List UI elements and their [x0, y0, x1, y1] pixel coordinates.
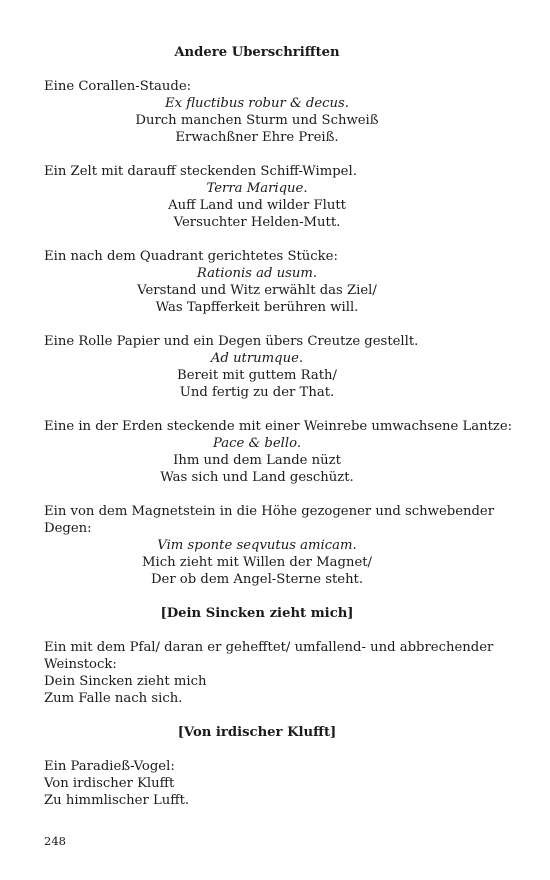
spacer	[44, 401, 470, 418]
text-line: Zu himmlischer Lufft.	[44, 793, 190, 808]
text-line: Zum Falle nach sich.	[44, 691, 183, 706]
section-heading-dein-sincken: [Dein Sincken zieht mich]	[160, 606, 354, 621]
spacer	[44, 741, 470, 758]
emblem-subject: Eine Rolle Papier und ein Degen übers Creutze gestellt.	[44, 334, 419, 349]
emblem-entry	[44, 248, 470, 316]
spacer	[44, 707, 470, 724]
page-number: 248	[44, 834, 66, 848]
emblem-motto: Ad utrumque.	[210, 351, 304, 366]
spacer	[44, 146, 470, 163]
emblem-motto: Vim sponte seqvutus amicam.	[157, 538, 357, 553]
emblem-motto: Pace & bello.	[212, 436, 302, 451]
emblem-verse-line: Erwachßner Ehre Preiß.	[175, 130, 339, 145]
emblem-entry	[44, 333, 470, 401]
emblem-subject: Eine in der Erden steckende mit einer Weinrebe umwachsene Lantze:	[44, 419, 513, 434]
text-line: Ein mit dem Pfal/ daran er gehefftet/ umfallend- und abbrechender	[44, 640, 494, 655]
emblem-verse-line: Der ob dem Angel-Sterne steht.	[150, 572, 364, 587]
text-line: Weinstock:	[44, 657, 117, 672]
emblem-verse-line: Was sich und Land geschüzt.	[160, 470, 354, 485]
section-heading-von-irdischer-klufft: [Von irdischer Klufft]	[177, 725, 337, 740]
emblem-motto: Ex fluctibus robur & decus.	[164, 96, 350, 111]
text-line: Dein Sincken zieht mich	[44, 674, 207, 689]
emblem-verse-line: Und fertig zu der That.	[179, 385, 335, 400]
emblem-verse-line: Mich zieht mit Willen der Magnet/	[141, 555, 372, 570]
spacer	[44, 231, 470, 248]
emblem-subject-line: Degen:	[44, 521, 92, 536]
spacer	[44, 588, 470, 605]
spacer	[44, 61, 470, 78]
section-entry	[44, 639, 494, 707]
text-line: Ein Paradieß-Vogel:	[44, 759, 175, 774]
emblem-verse-line: Ihm und dem Lande nüzt	[173, 453, 341, 468]
emblem-entry	[44, 78, 470, 146]
emblem-verse-line: Bereit mit guttem Rath/	[177, 368, 337, 383]
emblem-verse-line: Auff Land und wilder Flutt	[168, 198, 346, 213]
emblem-verse-line: Was Tapfferkeit berühren will.	[155, 300, 359, 315]
emblem-motto: Terra Marique.	[206, 181, 308, 196]
emblem-entry	[44, 503, 495, 588]
text-line: Von irdischer Klufft	[44, 776, 175, 791]
emblem-verse-line: Verstand und Witz erwählt das Ziel/	[137, 283, 377, 298]
emblem-subject-line: Ein von dem Magnetstein in die Höhe gezogener und schwebender	[44, 504, 495, 519]
emblem-subject: Ein Zelt mit darauff steckenden Schiff-Wimpel.	[44, 164, 357, 179]
spacer	[44, 486, 470, 503]
page-body	[44, 44, 513, 809]
section-entry	[44, 758, 470, 809]
emblem-entry	[44, 418, 513, 486]
section-heading-andere-uberschrifften: Andere Uberschrifften	[174, 45, 340, 60]
emblem-subject: Eine Corallen-Staude:	[44, 79, 192, 94]
emblem-verse-line: Versuchter Helden-Mutt.	[173, 215, 341, 230]
emblem-motto: Rationis ad usum.	[196, 266, 318, 281]
spacer	[44, 622, 470, 639]
emblem-subject: Ein nach dem Quadrant gerichtetes Stücke:	[44, 249, 338, 264]
emblem-verse-line: Durch manchen Sturm und Schweiß	[135, 113, 379, 128]
emblem-entry	[44, 163, 470, 231]
spacer	[44, 316, 470, 333]
